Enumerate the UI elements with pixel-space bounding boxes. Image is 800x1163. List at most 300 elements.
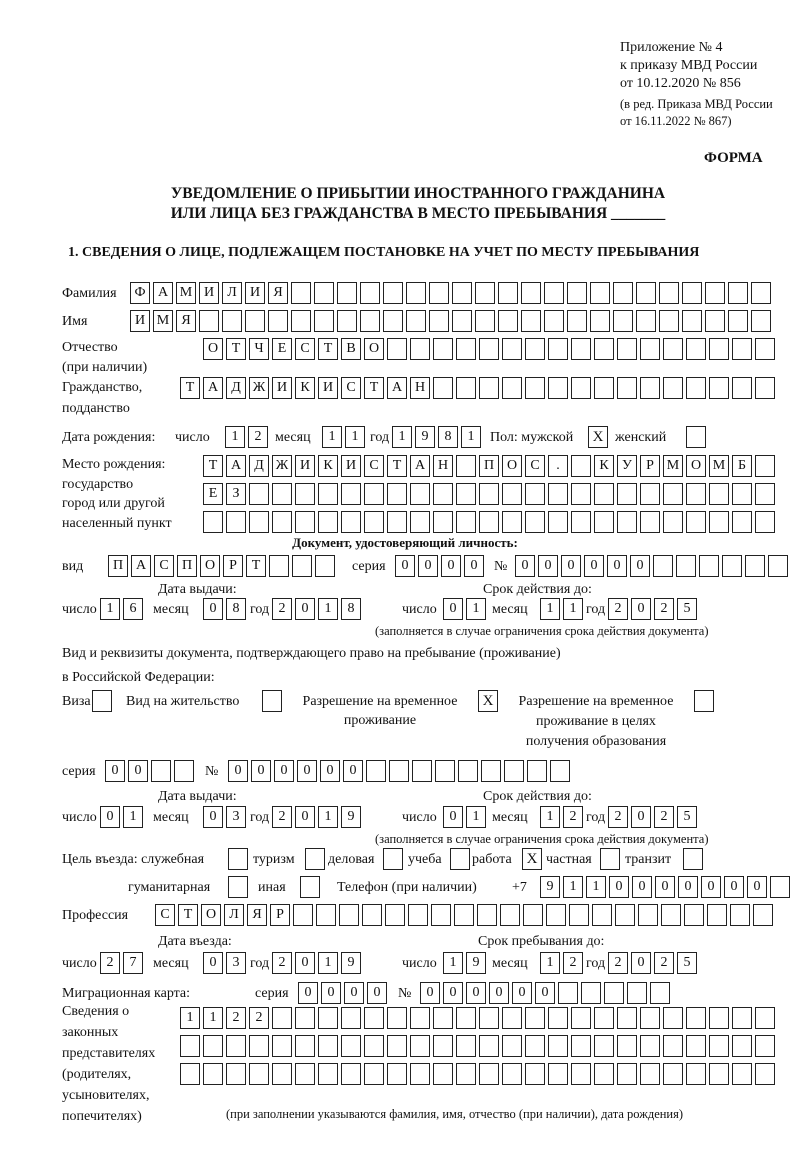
char-box[interactable] [755, 483, 775, 505]
char-box[interactable] [571, 377, 591, 399]
char-box[interactable] [387, 511, 407, 533]
char-box[interactable]: 2 [272, 598, 292, 620]
char-box[interactable] [676, 555, 696, 577]
char-box[interactable]: А [226, 455, 246, 477]
char-box[interactable] [479, 377, 499, 399]
char-box[interactable] [571, 455, 591, 477]
char-box[interactable] [318, 483, 338, 505]
char-box[interactable] [293, 904, 313, 926]
char-box[interactable]: 1 [318, 952, 338, 974]
char-box[interactable] [686, 377, 706, 399]
char-box[interactable]: В [341, 338, 361, 360]
char-box[interactable]: 1 [123, 806, 143, 828]
char-box[interactable]: О [201, 904, 221, 926]
char-box[interactable] [203, 1063, 223, 1085]
char-box[interactable] [383, 310, 403, 332]
char-box[interactable]: 0 [631, 806, 651, 828]
temp-residence-checkbox[interactable]: X [478, 690, 498, 712]
char-box[interactable] [410, 1007, 430, 1029]
char-box[interactable]: Р [223, 555, 243, 577]
char-box[interactable] [604, 982, 624, 1004]
char-box[interactable] [682, 310, 702, 332]
char-box[interactable]: 0 [100, 806, 120, 828]
char-box[interactable] [728, 310, 748, 332]
char-box[interactable]: С [155, 904, 175, 926]
char-box[interactable]: П [177, 555, 197, 577]
char-box[interactable] [272, 483, 292, 505]
char-box[interactable]: 1 [461, 426, 481, 448]
char-box[interactable]: 0 [321, 982, 341, 1004]
char-box[interactable]: О [502, 455, 522, 477]
char-box[interactable] [295, 511, 315, 533]
char-box[interactable]: 3 [226, 806, 246, 828]
char-box[interactable]: Л [222, 282, 242, 304]
char-box[interactable] [546, 904, 566, 926]
entry-stay-date-end-day-field[interactable] [443, 952, 486, 974]
char-box[interactable] [686, 338, 706, 360]
char-box[interactable] [456, 455, 476, 477]
char-box[interactable] [498, 310, 518, 332]
char-box[interactable] [594, 1035, 614, 1057]
char-box[interactable] [481, 760, 501, 782]
char-box[interactable] [709, 1035, 729, 1057]
char-box[interactable]: Н [433, 455, 453, 477]
char-box[interactable] [291, 282, 311, 304]
char-box[interactable]: 0 [724, 876, 744, 898]
doc-date-start-month-field[interactable] [203, 598, 246, 620]
char-box[interactable]: Т [178, 904, 198, 926]
char-box[interactable]: М [153, 310, 173, 332]
char-box[interactable]: О [686, 455, 706, 477]
char-box[interactable]: У [617, 455, 637, 477]
char-box[interactable] [433, 1063, 453, 1085]
char-box[interactable] [709, 1007, 729, 1029]
char-box[interactable] [640, 483, 660, 505]
char-box[interactable]: 5 [677, 598, 697, 620]
purpose-study-checkbox[interactable] [450, 848, 470, 870]
char-box[interactable] [341, 1007, 361, 1029]
char-box[interactable]: 0 [295, 598, 315, 620]
char-box[interactable]: Е [203, 483, 223, 505]
char-box[interactable] [617, 338, 637, 360]
entry-stay-date-start-day-field[interactable] [100, 952, 143, 974]
char-box[interactable] [732, 377, 752, 399]
char-box[interactable] [341, 1035, 361, 1057]
char-box[interactable] [203, 1035, 223, 1057]
right-doc-date-end-day-field[interactable] [443, 806, 486, 828]
profession-field[interactable] [155, 904, 773, 926]
char-box[interactable] [410, 1063, 430, 1085]
char-box[interactable] [249, 483, 269, 505]
char-box[interactable] [722, 555, 742, 577]
char-box[interactable]: 2 [272, 806, 292, 828]
char-box[interactable] [406, 310, 426, 332]
char-box[interactable] [226, 511, 246, 533]
char-box[interactable]: И [245, 282, 265, 304]
char-box[interactable] [337, 282, 357, 304]
char-box[interactable]: 0 [228, 760, 248, 782]
char-box[interactable] [456, 1035, 476, 1057]
char-box[interactable]: 0 [274, 760, 294, 782]
char-box[interactable] [525, 377, 545, 399]
char-box[interactable]: И [341, 455, 361, 477]
char-box[interactable] [292, 555, 312, 577]
char-box[interactable] [295, 1035, 315, 1057]
char-box[interactable] [456, 338, 476, 360]
char-box[interactable]: М [709, 455, 729, 477]
char-box[interactable]: 0 [105, 760, 125, 782]
char-box[interactable] [456, 483, 476, 505]
doc-date-start-day-field[interactable] [100, 598, 143, 620]
char-box[interactable]: Д [249, 455, 269, 477]
char-box[interactable] [314, 282, 334, 304]
char-box[interactable] [364, 511, 384, 533]
char-box[interactable]: Т [180, 377, 200, 399]
char-box[interactable] [650, 982, 670, 1004]
char-box[interactable] [732, 511, 752, 533]
char-box[interactable] [571, 483, 591, 505]
char-box[interactable]: 1 [563, 876, 583, 898]
char-box[interactable] [613, 282, 633, 304]
char-box[interactable] [316, 904, 336, 926]
doc-date-end-year-field[interactable] [608, 598, 697, 620]
char-box[interactable] [640, 1063, 660, 1085]
right-doc-date-start-day-field[interactable] [100, 806, 143, 828]
char-box[interactable] [571, 1035, 591, 1057]
right-doc-date-start-month-field[interactable] [203, 806, 246, 828]
char-box[interactable] [590, 282, 610, 304]
entry-stay-date-end-month-field[interactable] [540, 952, 583, 974]
char-box[interactable] [151, 760, 171, 782]
char-box[interactable]: 1 [540, 952, 560, 974]
char-box[interactable] [705, 282, 725, 304]
char-box[interactable] [458, 760, 478, 782]
char-box[interactable]: . [548, 455, 568, 477]
char-box[interactable]: 2 [608, 952, 628, 974]
residence-permit-checkbox[interactable] [262, 690, 282, 712]
char-box[interactable] [661, 904, 681, 926]
char-box[interactable]: 0 [295, 806, 315, 828]
char-box[interactable] [755, 338, 775, 360]
char-box[interactable] [504, 760, 524, 782]
char-box[interactable] [663, 377, 683, 399]
char-box[interactable]: 2 [226, 1007, 246, 1029]
char-box[interactable] [525, 1007, 545, 1029]
char-box[interactable] [272, 1007, 292, 1029]
char-box[interactable] [502, 1063, 522, 1085]
char-box[interactable]: А [203, 377, 223, 399]
char-box[interactable]: А [387, 377, 407, 399]
purpose-transit-checkbox[interactable] [683, 848, 703, 870]
char-box[interactable]: 2 [272, 952, 292, 974]
char-box[interactable] [341, 1063, 361, 1085]
char-box[interactable]: 1 [318, 806, 338, 828]
char-box[interactable] [479, 1063, 499, 1085]
char-box[interactable] [433, 1007, 453, 1029]
char-box[interactable] [548, 1035, 568, 1057]
char-box[interactable]: 0 [128, 760, 148, 782]
right-doc-date-start-year-field[interactable] [272, 806, 361, 828]
citizenship-field[interactable] [180, 377, 775, 399]
char-box[interactable]: Я [268, 282, 288, 304]
char-box[interactable] [360, 282, 380, 304]
char-box[interactable]: 1 [203, 1007, 223, 1029]
char-box[interactable] [199, 310, 219, 332]
char-box[interactable] [387, 483, 407, 505]
char-box[interactable] [709, 1063, 729, 1085]
char-box[interactable] [412, 760, 432, 782]
char-box[interactable]: 8 [438, 426, 458, 448]
char-box[interactable] [709, 377, 729, 399]
char-box[interactable] [594, 483, 614, 505]
char-box[interactable]: Б [732, 455, 752, 477]
purpose-work-checkbox[interactable]: X [522, 848, 542, 870]
char-box[interactable] [663, 1063, 683, 1085]
char-box[interactable] [341, 511, 361, 533]
char-box[interactable]: 9 [341, 806, 361, 828]
char-box[interactable]: Т [364, 377, 384, 399]
char-box[interactable]: Д [226, 377, 246, 399]
purpose-private-checkbox[interactable] [600, 848, 620, 870]
char-box[interactable]: Ф [130, 282, 150, 304]
char-box[interactable]: 0 [630, 555, 650, 577]
char-box[interactable] [699, 555, 719, 577]
char-box[interactable] [433, 338, 453, 360]
char-box[interactable] [732, 483, 752, 505]
char-box[interactable] [502, 483, 522, 505]
char-box[interactable] [617, 377, 637, 399]
char-box[interactable] [203, 511, 223, 533]
char-box[interactable] [364, 1063, 384, 1085]
char-box[interactable]: 0 [420, 982, 440, 1004]
birth-month-field[interactable] [322, 426, 365, 448]
char-box[interactable] [429, 282, 449, 304]
char-box[interactable]: 8 [341, 598, 361, 620]
char-box[interactable] [364, 1007, 384, 1029]
char-box[interactable] [295, 1063, 315, 1085]
char-box[interactable] [594, 338, 614, 360]
char-box[interactable] [387, 1035, 407, 1057]
char-box[interactable] [479, 338, 499, 360]
char-box[interactable]: Т [387, 455, 407, 477]
char-box[interactable] [502, 1007, 522, 1029]
char-box[interactable] [383, 282, 403, 304]
birthplace-field-1[interactable] [203, 455, 775, 477]
char-box[interactable]: 1 [345, 426, 365, 448]
char-box[interactable] [663, 338, 683, 360]
char-box[interactable]: 9 [466, 952, 486, 974]
char-box[interactable] [590, 310, 610, 332]
char-box[interactable]: Т [246, 555, 266, 577]
char-box[interactable]: 0 [632, 876, 652, 898]
char-box[interactable]: К [318, 455, 338, 477]
char-box[interactable]: 0 [747, 876, 767, 898]
char-box[interactable] [755, 1063, 775, 1085]
char-box[interactable] [544, 310, 564, 332]
char-box[interactable]: 1 [586, 876, 606, 898]
char-box[interactable] [180, 1035, 200, 1057]
char-box[interactable] [682, 282, 702, 304]
char-box[interactable] [249, 1063, 269, 1085]
doc-date-end-day-field[interactable] [443, 598, 486, 620]
char-box[interactable] [315, 555, 335, 577]
char-box[interactable]: Ж [249, 377, 269, 399]
char-box[interactable] [755, 1035, 775, 1057]
char-box[interactable] [544, 282, 564, 304]
char-box[interactable] [456, 1063, 476, 1085]
char-box[interactable]: 1 [318, 598, 338, 620]
birthplace-field-2[interactable] [203, 483, 775, 505]
char-box[interactable] [387, 1063, 407, 1085]
purpose-other-checkbox[interactable] [300, 876, 320, 898]
char-box[interactable] [295, 483, 315, 505]
char-box[interactable] [479, 483, 499, 505]
birth-day-field[interactable] [225, 426, 268, 448]
char-box[interactable] [452, 282, 472, 304]
char-box[interactable] [272, 511, 292, 533]
char-box[interactable]: К [594, 455, 614, 477]
char-box[interactable]: 1 [563, 598, 583, 620]
char-box[interactable]: 0 [418, 555, 438, 577]
char-box[interactable] [636, 310, 656, 332]
char-box[interactable]: А [153, 282, 173, 304]
char-box[interactable]: А [131, 555, 151, 577]
char-box[interactable] [709, 483, 729, 505]
patronymic-field[interactable] [203, 338, 775, 360]
char-box[interactable] [452, 310, 472, 332]
char-box[interactable] [174, 760, 194, 782]
char-box[interactable] [433, 511, 453, 533]
char-box[interactable]: С [154, 555, 174, 577]
char-box[interactable] [341, 483, 361, 505]
char-box[interactable] [433, 483, 453, 505]
char-box[interactable] [663, 483, 683, 505]
char-box[interactable] [768, 555, 788, 577]
char-box[interactable] [567, 282, 587, 304]
entry-stay-date-end-year-field[interactable] [608, 952, 697, 974]
char-box[interactable]: 0 [561, 555, 581, 577]
birth-year-field[interactable] [392, 426, 481, 448]
char-box[interactable] [745, 555, 765, 577]
char-box[interactable] [272, 1063, 292, 1085]
char-box[interactable] [387, 338, 407, 360]
char-box[interactable] [640, 338, 660, 360]
char-box[interactable]: 0 [701, 876, 721, 898]
char-box[interactable]: 0 [395, 555, 415, 577]
char-box[interactable]: 8 [226, 598, 246, 620]
char-box[interactable]: 2 [654, 952, 674, 974]
doc-date-end-month-field[interactable] [540, 598, 583, 620]
purpose-tourism-checkbox[interactable] [305, 848, 325, 870]
char-box[interactable]: 0 [584, 555, 604, 577]
birthplace-field-3[interactable] [203, 511, 775, 533]
purpose-business-checkbox[interactable] [383, 848, 403, 870]
entry-stay-date-start-month-field[interactable] [203, 952, 246, 974]
char-box[interactable] [613, 310, 633, 332]
char-box[interactable]: 2 [654, 598, 674, 620]
char-box[interactable] [435, 760, 455, 782]
char-box[interactable]: 0 [203, 598, 223, 620]
char-box[interactable] [615, 904, 635, 926]
char-box[interactable] [456, 511, 476, 533]
char-box[interactable] [502, 1035, 522, 1057]
char-box[interactable]: М [176, 282, 196, 304]
char-box[interactable]: О [200, 555, 220, 577]
char-box[interactable] [571, 1007, 591, 1029]
char-box[interactable] [751, 282, 771, 304]
char-box[interactable] [226, 1063, 246, 1085]
char-box[interactable]: 1 [392, 426, 412, 448]
char-box[interactable] [684, 904, 704, 926]
char-box[interactable] [475, 282, 495, 304]
temp-residence-edu-checkbox[interactable] [694, 690, 714, 712]
char-box[interactable]: О [203, 338, 223, 360]
char-box[interactable]: 1 [540, 806, 560, 828]
char-box[interactable] [295, 1007, 315, 1029]
char-box[interactable] [364, 1035, 384, 1057]
char-box[interactable] [571, 511, 591, 533]
char-box[interactable] [640, 377, 660, 399]
char-box[interactable]: 2 [608, 598, 628, 620]
char-box[interactable] [249, 1035, 269, 1057]
char-box[interactable]: 0 [443, 806, 463, 828]
char-box[interactable] [456, 377, 476, 399]
char-box[interactable]: Н [410, 377, 430, 399]
char-box[interactable] [594, 1063, 614, 1085]
char-box[interactable] [640, 1007, 660, 1029]
char-box[interactable] [640, 1035, 660, 1057]
char-box[interactable] [663, 1007, 683, 1029]
char-box[interactable] [686, 511, 706, 533]
char-box[interactable]: 0 [320, 760, 340, 782]
char-box[interactable] [571, 338, 591, 360]
char-box[interactable] [753, 904, 773, 926]
char-box[interactable] [617, 1063, 637, 1085]
char-box[interactable]: 1 [322, 426, 342, 448]
char-box[interactable]: 0 [298, 982, 318, 1004]
char-box[interactable]: 0 [489, 982, 509, 1004]
char-box[interactable] [433, 377, 453, 399]
char-box[interactable] [548, 511, 568, 533]
char-box[interactable] [291, 310, 311, 332]
char-box[interactable]: С [295, 338, 315, 360]
doc-series-field[interactable] [395, 555, 484, 577]
char-box[interactable] [770, 876, 790, 898]
char-box[interactable]: 1 [180, 1007, 200, 1029]
char-box[interactable] [410, 483, 430, 505]
char-box[interactable]: 5 [677, 806, 697, 828]
char-box[interactable]: 3 [226, 952, 246, 974]
char-box[interactable] [502, 338, 522, 360]
char-box[interactable] [410, 338, 430, 360]
char-box[interactable] [617, 483, 637, 505]
char-box[interactable] [410, 511, 430, 533]
char-box[interactable] [479, 1007, 499, 1029]
char-box[interactable] [640, 511, 660, 533]
char-box[interactable]: 0 [343, 760, 363, 782]
char-box[interactable]: Е [272, 338, 292, 360]
char-box[interactable] [318, 1007, 338, 1029]
char-box[interactable]: 2 [563, 806, 583, 828]
representatives-field-3[interactable] [180, 1063, 775, 1085]
char-box[interactable] [755, 1007, 775, 1029]
char-box[interactable]: 2 [608, 806, 628, 828]
char-box[interactable] [707, 904, 727, 926]
char-box[interactable] [498, 282, 518, 304]
char-box[interactable]: 0 [203, 806, 223, 828]
char-box[interactable]: Я [247, 904, 267, 926]
char-box[interactable] [500, 904, 520, 926]
